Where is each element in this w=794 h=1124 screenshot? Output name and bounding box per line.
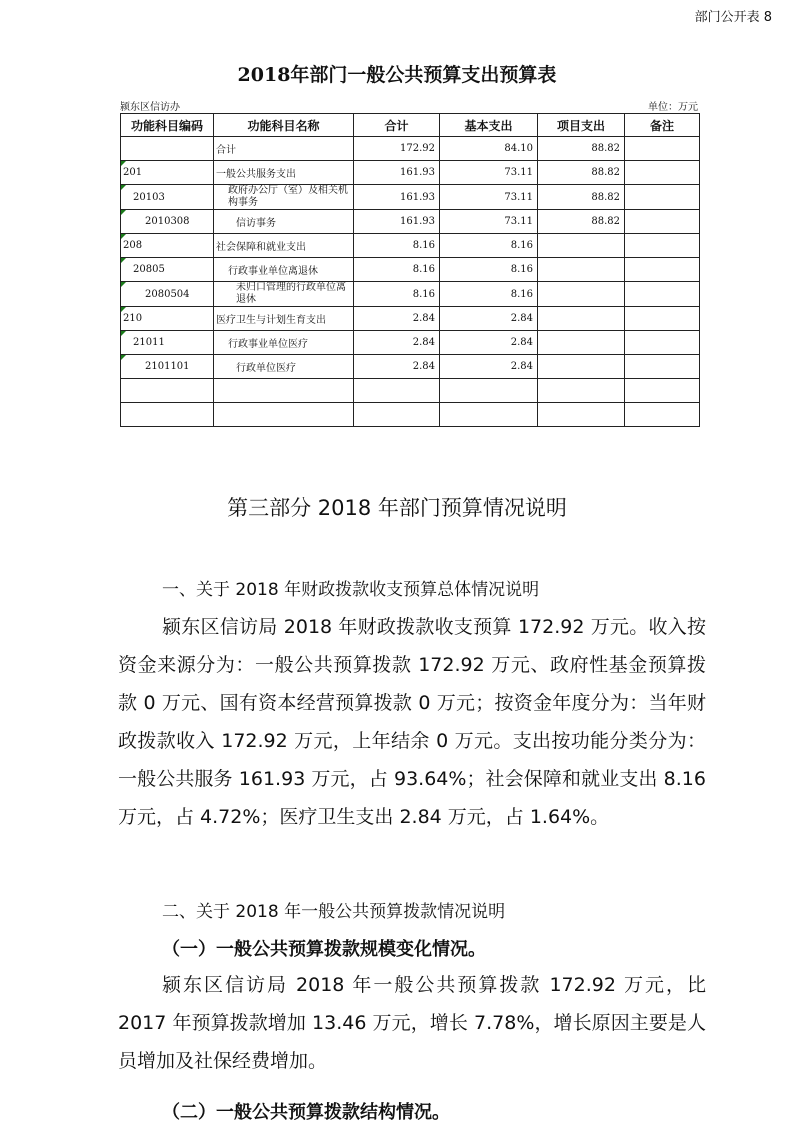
- subheading-1: （一）一般公共预算拨款规模变化情况。: [162, 939, 486, 960]
- row-code: 20805: [121, 258, 214, 282]
- heading-1: 一、关于 2018 年财政拨款收支预算总体情况说明: [162, 580, 540, 600]
- row-name: 行政事业单位离退休: [214, 258, 354, 282]
- row-code: 201: [121, 161, 214, 185]
- row-project: [538, 355, 625, 379]
- table-row: [121, 282, 700, 307]
- row-project: 88.82: [538, 161, 625, 185]
- row-name: 医疗卫生与计划生育支出: [214, 307, 354, 331]
- row-basic: 8.16: [440, 258, 538, 282]
- paragraph-2: 颍东区信访局 2018 年一般公共预算拨款 172.92 万元，比 2017 年预算拨款增加 13.46 万元，增长 7.78%，增长原因主要是人员增加及社保经费增加。: [118, 974, 706, 1072]
- unit-label: 单位：万元: [648, 102, 698, 113]
- row-note: [625, 258, 700, 282]
- row-name: 信访事务: [214, 210, 354, 234]
- row-project: 88.82: [538, 185, 625, 210]
- row-note: [625, 137, 700, 161]
- table-row: [121, 161, 700, 185]
- unit-org: 颍东区信访办: [120, 102, 180, 113]
- header-note: 备注: [625, 114, 700, 137]
- row-project: [538, 234, 625, 258]
- row-name: 社会保障和就业支出: [214, 234, 354, 258]
- row-project: 88.82: [538, 210, 625, 234]
- row-name: 行政事业单位医疗: [214, 331, 354, 355]
- budget-table: [120, 113, 700, 427]
- section-title: 第三部分 2018 年部门预算情况说明: [227, 496, 567, 520]
- paragraph-1: 颍东区信访局 2018 年财政拨款收支预算 172.92 万元。收入按资金来源分为：一般公共预算拨款 172.92 万元、政府性基金预算拨款 0 万元、国有资本经营预算拨款 0 万元；按资金年度分为：当年财政拨款收入 172.92 万元，上年结余 0 万元。支出按功能分类分为：一般公共服务 161.93 万元，占 93.64%；社会保障和就业支出 8.16 万元，占 4.72%；医疗卫生支出 2.84 万元，占 1.64%。: [118, 616, 706, 828]
- row-total: 2.84: [354, 355, 440, 379]
- row-basic: 73.11: [440, 210, 538, 234]
- row-note: [625, 282, 700, 307]
- table-row: [121, 210, 700, 234]
- subheading-2: （二）一般公共预算拨款结构情况。: [162, 1102, 450, 1123]
- row-code: 210: [121, 307, 214, 331]
- row-note: [625, 355, 700, 379]
- row-code: 2010308: [121, 210, 214, 234]
- row-name: 未归口管理的行政单位离退休: [214, 282, 354, 307]
- row-total: 2.84: [354, 331, 440, 355]
- row-total: 161.93: [354, 210, 440, 234]
- row-name: 行政单位医疗: [214, 355, 354, 379]
- page-label: 部门公开表 8: [694, 10, 772, 25]
- row-total: 161.93: [354, 185, 440, 210]
- row-total: 8.16: [354, 282, 440, 307]
- table-row: [121, 234, 700, 258]
- row-basic: 8.16: [440, 234, 538, 258]
- table-row: [121, 307, 700, 331]
- row-code: 2080504: [121, 282, 214, 307]
- row-note: [625, 331, 700, 355]
- row-basic: 73.11: [440, 185, 538, 210]
- row-total: 2.84: [354, 307, 440, 331]
- row-project: [538, 307, 625, 331]
- row-project: [538, 282, 625, 307]
- row-name: 合计: [214, 137, 354, 161]
- table-title: 2018年部门一般公共预算支出预算表: [237, 64, 557, 86]
- header-code: 功能科目编码: [121, 114, 214, 137]
- row-basic: 73.11: [440, 161, 538, 185]
- header-basic: 基本支出: [440, 114, 538, 137]
- row-note: [625, 234, 700, 258]
- heading-2: 二、关于 2018 年一般公共预算拨款情况说明: [162, 902, 506, 922]
- table-header-row: [121, 114, 700, 137]
- row-code: 20103: [121, 185, 214, 210]
- table-row: [121, 355, 700, 379]
- row-note: [625, 307, 700, 331]
- row-basic: 84.10: [440, 137, 538, 161]
- row-total: 172.92: [354, 137, 440, 161]
- row-basic: 2.84: [440, 307, 538, 331]
- row-total: 161.93: [354, 161, 440, 185]
- row-note: [625, 161, 700, 185]
- header-total: 合计: [354, 114, 440, 137]
- row-code: 21011: [121, 331, 214, 355]
- row-note: [625, 185, 700, 210]
- row-code: [121, 137, 214, 161]
- table-row: [121, 185, 700, 210]
- row-project: 88.82: [538, 137, 625, 161]
- table-row: [121, 137, 700, 161]
- row-project: [538, 258, 625, 282]
- table-row: [121, 331, 700, 355]
- empty-row: [121, 379, 700, 403]
- row-total: 8.16: [354, 234, 440, 258]
- row-basic: 2.84: [440, 331, 538, 355]
- table-row: [121, 258, 700, 282]
- row-name: 一般公共服务支出: [214, 161, 354, 185]
- header-name: 功能科目名称: [214, 114, 354, 137]
- row-project: [538, 331, 625, 355]
- row-code: 2101101: [121, 355, 214, 379]
- row-basic: 2.84: [440, 355, 538, 379]
- row-total: 8.16: [354, 258, 440, 282]
- empty-row: [121, 403, 700, 427]
- header-project: 项目支出: [538, 114, 625, 137]
- row-name: 政府办公厅（室）及相关机构事务: [214, 185, 354, 210]
- row-code: 208: [121, 234, 214, 258]
- row-note: [625, 210, 700, 234]
- row-basic: 8.16: [440, 282, 538, 307]
